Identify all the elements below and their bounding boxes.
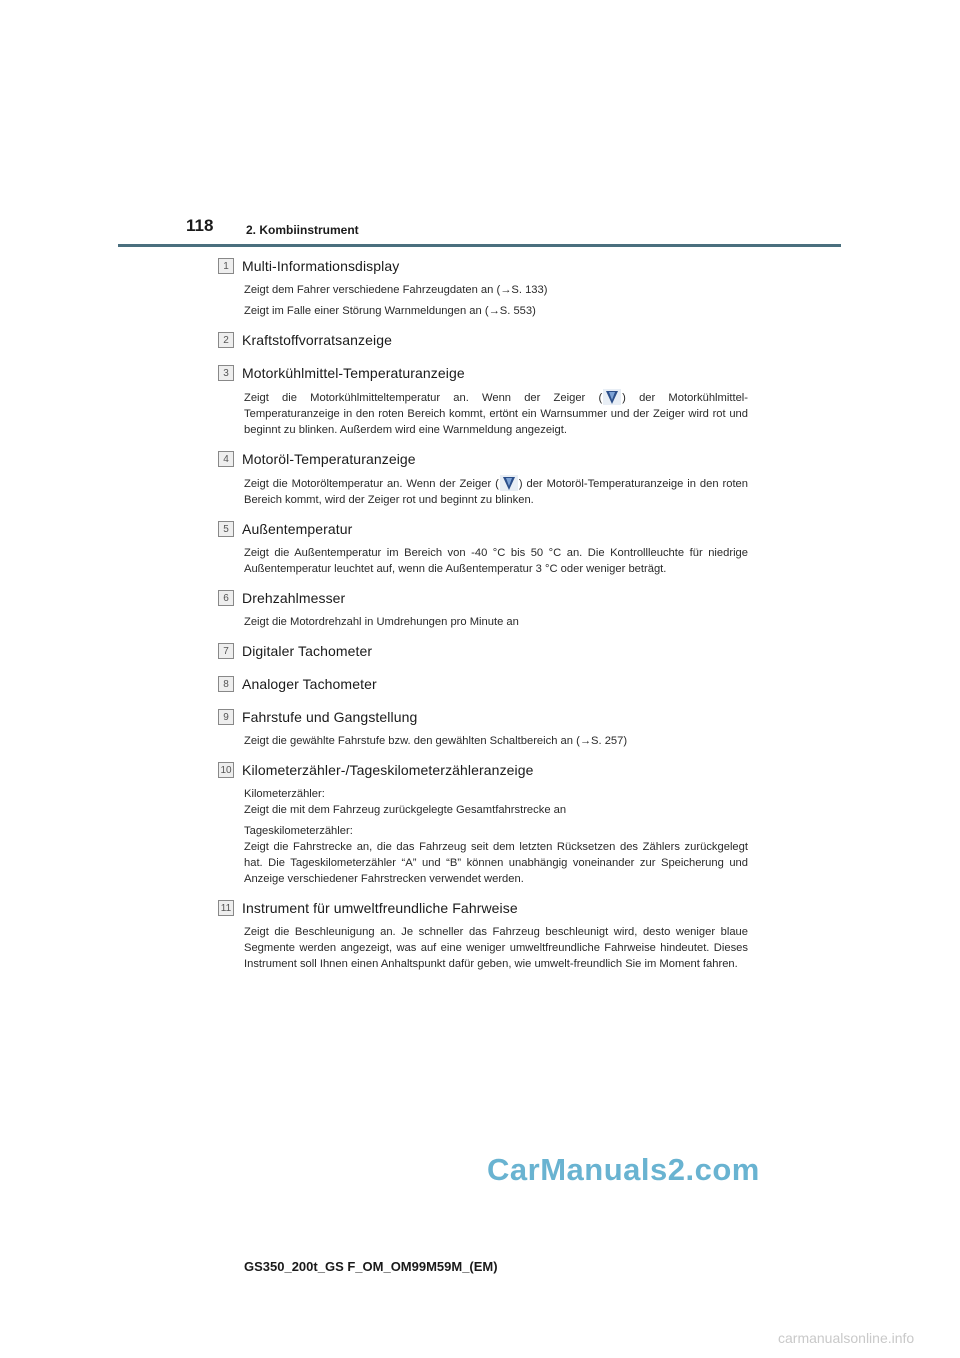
footer-document-code: GS350_200t_GS F_OM_OM99M59M_(EM) (244, 1259, 498, 1274)
item-list (218, 254, 748, 981)
item-number-badge: 9 (218, 709, 234, 725)
item-number-badge: 5 (218, 521, 234, 537)
list-item (218, 758, 748, 887)
item-title: Außentemperatur (242, 521, 353, 537)
gauge-needle-icon (603, 389, 621, 405)
item-description: Zeigt dem Fahrer verschiedene Fahrzeugdaten an (→S. 133) (244, 284, 548, 296)
item-description: Kilometerzähler: Zeigt die mit dem Fahrzeug zurückgelegte Gesamtfahrstrecke an (244, 788, 567, 816)
list-item (218, 328, 748, 352)
item-number-badge: 6 (218, 590, 234, 606)
item-number-badge: 8 (218, 676, 234, 692)
item-title: Drehzahlmesser (242, 590, 346, 606)
list-item (218, 639, 748, 663)
list-item (218, 705, 748, 749)
item-description: Zeigt im Falle einer Störung Warnmeldungen an (→S. 553) (244, 305, 536, 317)
watermark-corner: carmanualsonline.info (778, 1330, 915, 1346)
item-number-badge: 3 (218, 365, 234, 381)
item-title: Fahrstufe und Gangstellung (242, 709, 418, 725)
item-description: Zeigt die Außentemperatur im Bereich von -40 °C bis 50 °C an. Die Kontrollleuchte für niedrige Außentemperatur leuchtet auf, wenn die Außentemperatur 3 °C oder weniger beträgt. (244, 547, 748, 575)
item-number-badge: 2 (218, 332, 234, 348)
item-description: Zeigt die Beschleunigung an. Je schneller das Fahrzeug beschleunigt wird, desto weniger blaue Segmente werden angezeigt, was auf eine weniger umweltfreundliche Fahrweise hindeutet. Dieses Instrument soll Ihnen einen Anhaltspunkt dafür geben, wie umwelt-freundlich Sie im Moment fahren. (244, 926, 748, 970)
item-description: Zeigt die Motordrehzahl in Umdrehungen pro Minute an (244, 616, 519, 628)
item-title: Motorkühlmittel-Temperaturanzeige (242, 365, 465, 381)
item-title: Multi-Informationsdisplay (242, 258, 400, 274)
list-item (218, 586, 748, 630)
page-number: 118 (186, 216, 214, 235)
desc-text: Zeigt die Motoröltemperatur an. Wenn der Zeiger ( (244, 478, 499, 490)
list-item (218, 447, 748, 508)
list-item (218, 254, 748, 319)
item-title: Instrument für umweltfreundliche Fahrweise (242, 900, 518, 916)
list-item (218, 361, 748, 438)
desc-text: Zeigt die Motorkühlmitteltemperatur an. Wenn der Zeiger ( (244, 392, 603, 404)
section-title: 2. Kombiinstrument (246, 223, 359, 237)
item-title: Kraftstoffvorratsanzeige (242, 332, 392, 348)
item-number-badge: 7 (218, 643, 234, 659)
header-rule (118, 244, 841, 247)
watermark-logo: CarManuals2.com (487, 1152, 760, 1187)
list-item (218, 896, 748, 972)
desc-text: ) der Motoröl-Temperaturanzeige in den roten Bereich kommt, wird der Zeiger rot und beginnt zu blinken. (244, 478, 748, 506)
item-number-badge: 1 (218, 258, 234, 274)
item-title: Motoröl-Temperaturanzeige (242, 451, 416, 467)
item-description: Zeigt die gewählte Fahrstufe bzw. den gewählten Schaltbereich an (→S. 257) (244, 735, 628, 747)
item-title: Kilometerzähler-/Tageskilometerzähleranzeige (242, 762, 534, 778)
list-item (218, 517, 748, 577)
item-number-badge: 11 (218, 900, 234, 916)
item-description (244, 475, 748, 508)
item-title: Analoger Tachometer (242, 676, 377, 692)
gauge-needle-icon (500, 475, 518, 491)
item-number-badge: 4 (218, 451, 234, 467)
list-item (218, 672, 748, 696)
desc-text: ) der Motorkühlmittel-Temperaturanzeige in den roten Bereich kommt, ertönt ein Warnsummer und der Zeiger wird rot und beginnt zu blinken. Außerdem wird eine Warnmeldung angezeigt. (244, 392, 748, 436)
item-number-badge: 10 (218, 762, 234, 778)
item-description (244, 389, 748, 438)
item-title: Digitaler Tachometer (242, 643, 373, 659)
item-description: Tageskilometerzähler: Zeigt die Fahrstrecke an, die das Fahrzeug seit dem letzten Rücksetzen des Zählers zurückgelegt hat. Die Tageskilometerzähler “A” und “B” können unabhängig voneinander zur Speicherung und Anzeige verschiedener Fahrstrecken verwendet werden. (244, 825, 748, 885)
